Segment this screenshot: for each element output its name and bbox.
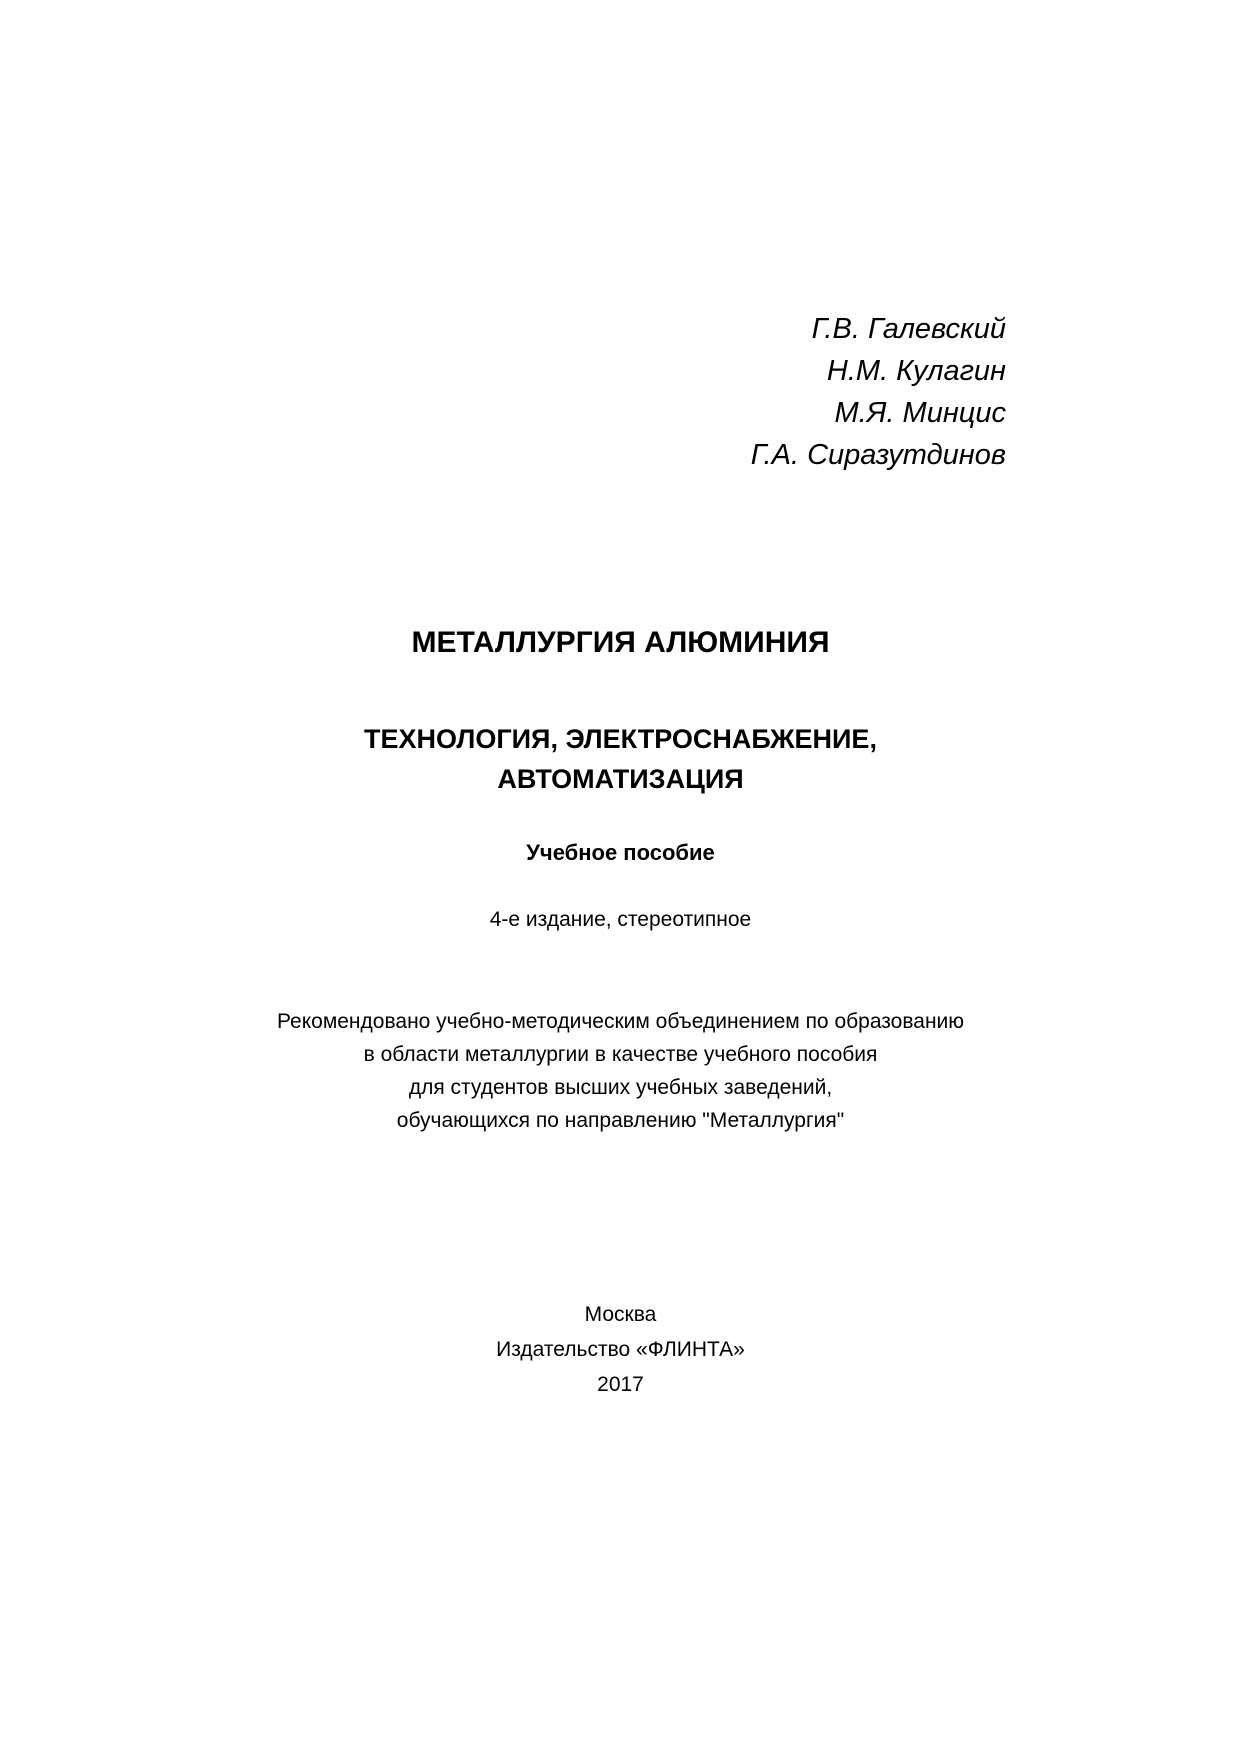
book-subtitle: [0, 719, 1241, 799]
recommendation-line: обучающихся по направлению "Металлургия": [396, 1109, 845, 1132]
author-name: Г.В. Галевский: [811, 313, 1006, 345]
imprint-year: 2017: [597, 1373, 644, 1396]
subtitle-line: АВТОМАТИЗАЦИЯ: [497, 764, 744, 794]
author-name: Г.А. Сиразутдинов: [750, 439, 1006, 471]
author-name: М.Я. Минцис: [834, 397, 1006, 429]
authors-block: [751, 308, 1006, 476]
book-genre: Учебное пособие: [526, 840, 715, 865]
subtitle-line: ТЕХНОЛОГИЯ, ЭЛЕКТРОСНАБЖЕНИЕ,: [364, 724, 877, 754]
edition-note: 4-е издание, стереотипное: [489, 908, 752, 931]
imprint-publisher: Издательство «ФЛИНТА»: [496, 1338, 745, 1361]
recommendation-block: [0, 1005, 1241, 1137]
recommendation-line: в области металлургии в качестве учебного пособия: [363, 1043, 878, 1066]
imprint-block: [0, 1297, 1241, 1402]
imprint-city: Москва: [584, 1303, 657, 1326]
recommendation-line: Рекомендовано учебно-методическим объединением по образованию: [276, 1010, 965, 1033]
book-title: МЕТАЛЛУРГИЯ АЛЮМИНИЯ: [411, 626, 830, 659]
author-name: Н.М. Кулагин: [826, 355, 1006, 387]
recommendation-line: для студентов высших учебных заведений,: [408, 1076, 833, 1099]
